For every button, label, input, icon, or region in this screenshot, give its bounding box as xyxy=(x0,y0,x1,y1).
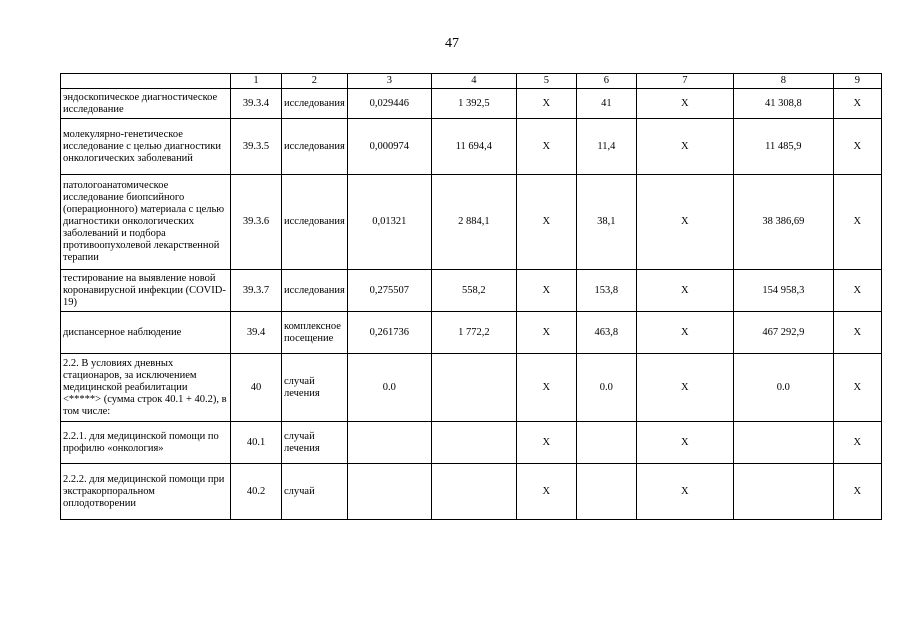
value-cell: Х xyxy=(833,464,881,520)
value-cell: 154 958,3 xyxy=(733,270,833,312)
value-cell: Х xyxy=(636,422,733,464)
value-cell: 38 386,69 xyxy=(733,175,833,270)
header-cell: 4 xyxy=(431,74,516,89)
row-number-cell: 39.3.4 xyxy=(231,89,282,119)
value-cell: 2 884,1 xyxy=(431,175,516,270)
table-row xyxy=(61,312,882,354)
table-row xyxy=(61,354,882,422)
row-name-cell: патологоанатомическое исследование биопсийного (операционного) материала с целью диагностики онкологических заболеваний и подбора противоопухолевой лекарственной терапии xyxy=(61,175,231,270)
row-name-cell: эндоскопическое диагностическое исследование xyxy=(61,89,231,119)
unit-cell: случай лечения xyxy=(282,422,348,464)
row-name-cell: 2.2.1. для медицинской помощи по профилю «онкология» xyxy=(61,422,231,464)
value-cell: 463,8 xyxy=(576,312,636,354)
row-number-cell: 40.1 xyxy=(231,422,282,464)
value-cell: 0,261736 xyxy=(347,312,431,354)
unit-cell: случай лечения xyxy=(282,354,348,422)
page-number: 47 xyxy=(445,36,459,51)
table-row xyxy=(61,89,882,119)
table-header-row xyxy=(61,74,882,89)
row-name-cell: диспансерное наблюдение xyxy=(61,312,231,354)
table-row xyxy=(61,119,882,175)
unit-cell: исследования xyxy=(282,119,348,175)
value-cell: Х xyxy=(833,175,881,270)
unit-cell: комплексное посещение xyxy=(282,312,348,354)
value-cell: 153,8 xyxy=(576,270,636,312)
data-table xyxy=(60,73,882,520)
table-row xyxy=(61,464,882,520)
value-cell: 41 308,8 xyxy=(733,89,833,119)
value-cell: 0,000974 xyxy=(347,119,431,175)
value-cell: 0,275507 xyxy=(347,270,431,312)
row-number-cell: 39.4 xyxy=(231,312,282,354)
value-cell: Х xyxy=(636,119,733,175)
value-cell xyxy=(733,422,833,464)
header-cell: 2 xyxy=(282,74,348,89)
unit-cell: случай xyxy=(282,464,348,520)
header-cell: 1 xyxy=(231,74,282,89)
row-number-cell: 40 xyxy=(231,354,282,422)
header-cell: 6 xyxy=(576,74,636,89)
value-cell: Х xyxy=(516,422,576,464)
unit-cell: исследования xyxy=(282,270,348,312)
row-name-cell: 2.2.2. для медицинской помощи при экстракорпоральном оплодотворении xyxy=(61,464,231,520)
value-cell xyxy=(576,464,636,520)
row-number-cell: 39.3.6 xyxy=(231,175,282,270)
value-cell xyxy=(347,464,431,520)
value-cell xyxy=(431,354,516,422)
unit-cell: исследования xyxy=(282,89,348,119)
value-cell xyxy=(733,464,833,520)
header-cell: 8 xyxy=(733,74,833,89)
value-cell: Х xyxy=(833,119,881,175)
value-cell xyxy=(576,422,636,464)
value-cell: Х xyxy=(516,270,576,312)
value-cell: Х xyxy=(516,89,576,119)
value-cell: Х xyxy=(516,119,576,175)
row-number-cell: 39.3.5 xyxy=(231,119,282,175)
value-cell: 0.0 xyxy=(733,354,833,422)
value-cell: Х xyxy=(636,175,733,270)
value-cell: Х xyxy=(516,175,576,270)
table-row xyxy=(61,270,882,312)
value-cell xyxy=(431,422,516,464)
row-name-cell: 2.2. В условиях дневных стационаров, за исключением медицинской реабилитации <*****> (сумма строк 40.1 + 40.2), в том числе: xyxy=(61,354,231,422)
value-cell: Х xyxy=(516,354,576,422)
value-cell xyxy=(431,464,516,520)
value-cell: Х xyxy=(833,312,881,354)
value-cell: Х xyxy=(833,270,881,312)
value-cell: Х xyxy=(636,464,733,520)
value-cell: 1 772,2 xyxy=(431,312,516,354)
value-cell: 558,2 xyxy=(431,270,516,312)
unit-cell: исследования xyxy=(282,175,348,270)
value-cell: Х xyxy=(833,89,881,119)
header-cell xyxy=(61,74,231,89)
header-cell: 3 xyxy=(347,74,431,89)
table-row xyxy=(61,175,882,270)
row-number-cell: 40.2 xyxy=(231,464,282,520)
value-cell: 41 xyxy=(576,89,636,119)
value-cell: Х xyxy=(636,354,733,422)
value-cell: 467 292,9 xyxy=(733,312,833,354)
header-cell: 5 xyxy=(516,74,576,89)
row-name-cell: молекулярно-генетическое исследование с целью диагностики онкологических заболеваний xyxy=(61,119,231,175)
value-cell: 11 694,4 xyxy=(431,119,516,175)
header-cell: 9 xyxy=(833,74,881,89)
value-cell: 1 392,5 xyxy=(431,89,516,119)
value-cell xyxy=(347,422,431,464)
table-row xyxy=(61,422,882,464)
row-name-cell: тестирование на выявление новой коронавирусной инфекции (COVID-19) xyxy=(61,270,231,312)
value-cell: Х xyxy=(516,312,576,354)
value-cell: Х xyxy=(833,422,881,464)
value-cell: 0,029446 xyxy=(347,89,431,119)
value-cell: Х xyxy=(636,312,733,354)
value-cell: 11,4 xyxy=(576,119,636,175)
value-cell: Х xyxy=(516,464,576,520)
row-number-cell: 39.3.7 xyxy=(231,270,282,312)
value-cell: Х xyxy=(833,354,881,422)
value-cell: Х xyxy=(636,270,733,312)
value-cell: 0.0 xyxy=(347,354,431,422)
value-cell: 0.0 xyxy=(576,354,636,422)
value-cell: 11 485,9 xyxy=(733,119,833,175)
value-cell: Х xyxy=(636,89,733,119)
value-cell: 0,01321 xyxy=(347,175,431,270)
header-cell: 7 xyxy=(636,74,733,89)
value-cell: 38,1 xyxy=(576,175,636,270)
